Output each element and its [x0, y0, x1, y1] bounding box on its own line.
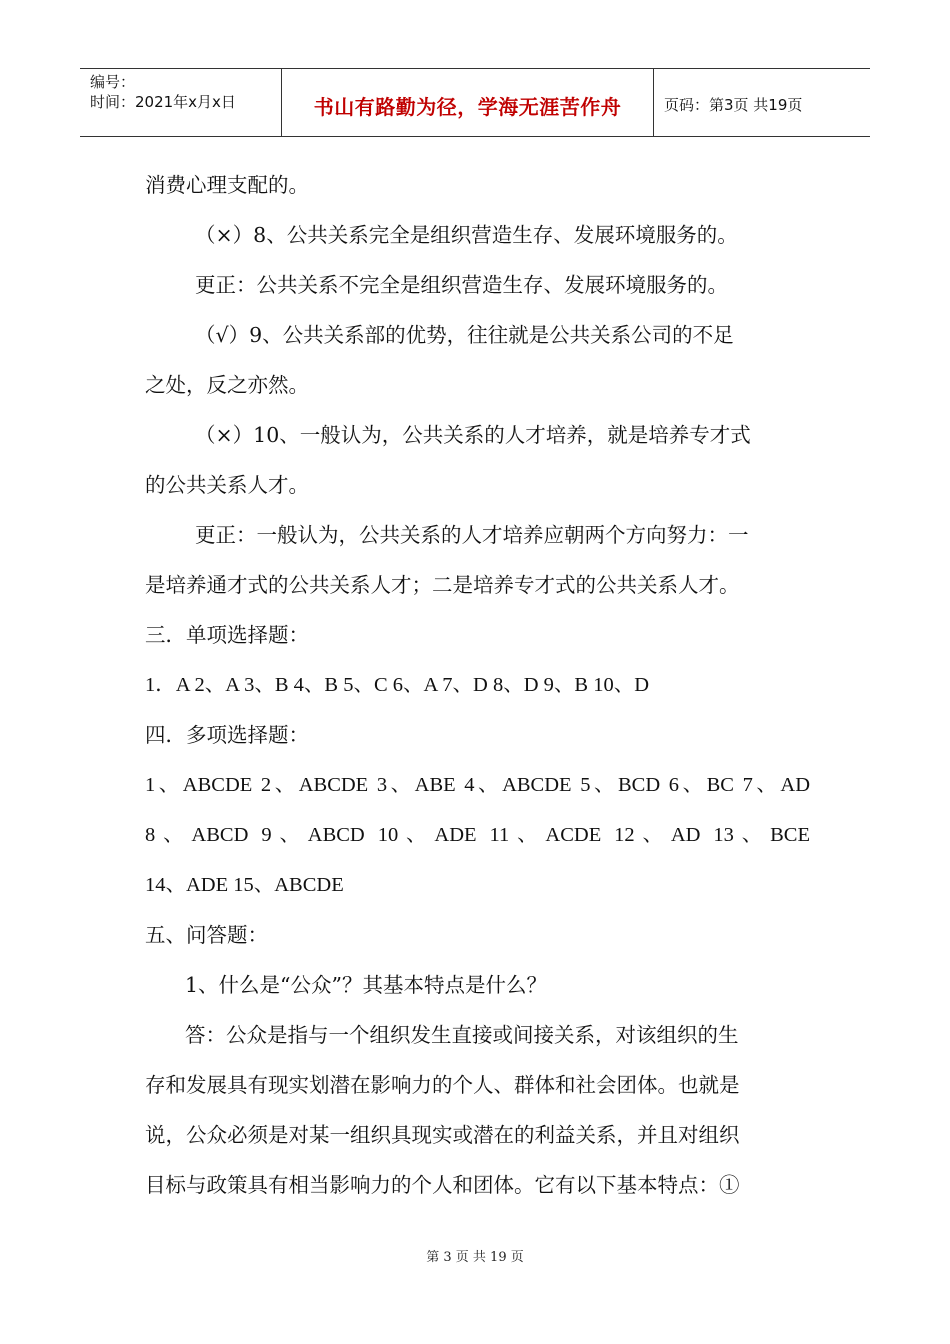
- answer-line: 1．A 2、A 3、B 4、B 5、C 6、A 7、D 8、D 9、B 10、D: [145, 674, 650, 696]
- answer-line: 14、ADE 15、ABCDE: [145, 874, 344, 896]
- section-heading: 三．单项选择题：: [145, 623, 309, 647]
- body-line: 目标与政策具有相当影响力的个人和团体。它有以下基本特点：①: [145, 1173, 740, 1197]
- answer-line: 8、ABCD 9、ABCD 10、ADE 11、ACDE 12、AD 13、BCE: [145, 824, 810, 846]
- time-label: 时间：2021年x月x日: [90, 93, 236, 111]
- body-line: 更正：公共关系不完全是组织营造生存、发展环境服务的。: [195, 273, 728, 297]
- body-line: 之处，反之亦然。: [145, 373, 309, 397]
- header-page-cell: [654, 69, 870, 136]
- section-heading: 四．多项选择题：: [145, 723, 309, 747]
- body-line: 存和发展具有现实划潜在影响力的个人、群体和社会团体。也就是: [145, 1073, 740, 1097]
- body-line: 的公共关系人才。: [145, 473, 309, 497]
- body-line: 是培养通才式的公共关系人才；二是培养专才式的公共关系人才。: [145, 573, 740, 597]
- question-line: 1、什么是“公众”？其基本特点是什么？: [185, 973, 548, 997]
- header-motto-cell: [282, 69, 654, 136]
- document-body: [145, 160, 810, 1210]
- body-line: （×）10、一般认为，公共关系的人才培养，就是培养专才式: [195, 423, 751, 447]
- page-footer: 第 3 页 共 19 页: [426, 1250, 524, 1265]
- body-line: （×）8、公共关系完全是组织营造生存、发展环境服务的。: [195, 223, 738, 247]
- body-line: （√）9、公共关系部的优势，往往就是公共关系公司的不足: [195, 323, 734, 347]
- answer-line: 1、ABCDE 2、ABCDE 3、ABE 4、ABCDE 5、BCD 6、BC 7、AD: [145, 774, 810, 796]
- serial-number-label: 编号：: [90, 73, 136, 91]
- body-line: 答：公众是指与一个组织发生直接或间接关系，对该组织的生: [185, 1023, 739, 1047]
- header-meta-cell: [80, 69, 282, 136]
- header-page-label: 页码：第3页 共19页: [664, 96, 803, 114]
- body-line: 消费心理支配的。: [145, 173, 309, 197]
- body-line: 更正：一般认为，公共关系的人才培养应朝两个方向努力：一: [195, 523, 749, 547]
- section-heading: 五、问答题：: [145, 923, 268, 947]
- document-header: [80, 68, 870, 137]
- body-line: 说，公众必须是对某一组织具现实或潜在的利益关系，并且对组织: [145, 1123, 740, 1147]
- header-motto: 书山有路勤为径，学海无涯苦作舟: [313, 95, 622, 119]
